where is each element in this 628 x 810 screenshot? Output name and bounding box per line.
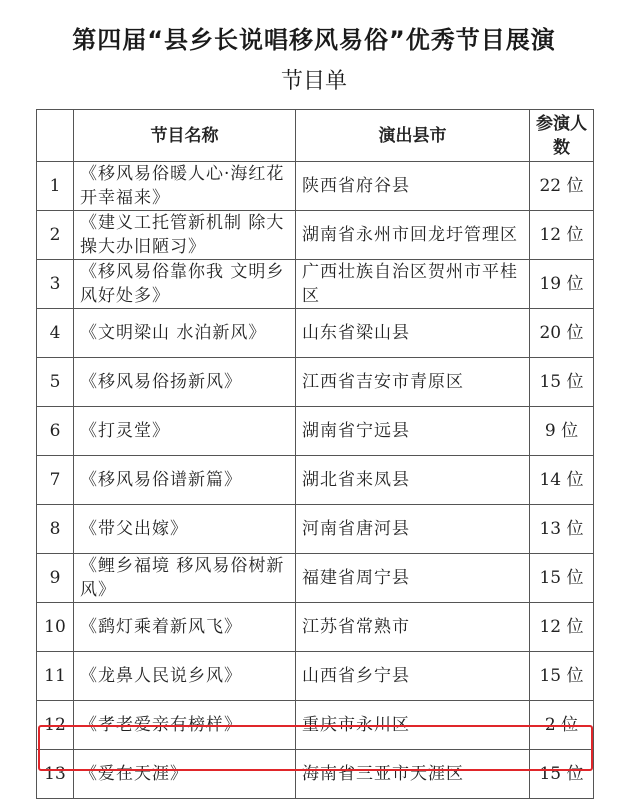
row-program-name: 《孝老爱亲有榜样》 [74, 701, 296, 750]
row-county: 湖南省宁远县 [296, 407, 530, 456]
row-participants: 15 位 [530, 358, 594, 407]
row-program-name: 《龙鼻人民说乡风》 [74, 652, 296, 701]
row-county: 广西壮族自治区贺州市平桂区 [296, 260, 530, 309]
row-number: 11 [37, 652, 74, 701]
row-county: 江西省吉安市青原区 [296, 358, 530, 407]
row-participants: 9 位 [530, 407, 594, 456]
row-number: 3 [37, 260, 74, 309]
row-number: 5 [37, 358, 74, 407]
page-subtitle: 节目单 [280, 69, 347, 94]
row-county: 山东省梁山县 [296, 309, 530, 358]
row-participants: 15 位 [530, 750, 594, 799]
row-number: 4 [37, 309, 74, 358]
table-row [37, 554, 594, 603]
table-header-row [37, 110, 594, 162]
table-row [37, 358, 594, 407]
row-program-name: 《带父出嫁》 [74, 505, 296, 554]
header-participants: 参演人数 [530, 110, 594, 162]
row-program-name: 《移风易俗暖人心·海红花开幸福来》 [74, 162, 296, 211]
table-row [37, 456, 594, 505]
row-participants: 12 位 [530, 603, 594, 652]
row-participants: 2 位 [530, 701, 594, 750]
table-row [37, 309, 594, 358]
row-participants: 12 位 [530, 211, 594, 260]
row-county: 福建省周宁县 [296, 554, 530, 603]
table-row [37, 603, 594, 652]
row-county: 河南省唐河县 [296, 505, 530, 554]
row-participants: 15 位 [530, 652, 594, 701]
row-number: 13 [37, 750, 74, 799]
row-number: 7 [37, 456, 74, 505]
row-county: 湖南省永州市回龙圩管理区 [296, 211, 530, 260]
row-number: 1 [37, 162, 74, 211]
table-row-highlighted [37, 750, 594, 799]
header-county: 演出县市 [296, 110, 530, 162]
program-table [36, 109, 594, 799]
row-number: 6 [37, 407, 74, 456]
row-number: 8 [37, 505, 74, 554]
row-program-name: 《移风易俗扬新风》 [74, 358, 296, 407]
row-number: 12 [37, 701, 74, 750]
row-program-name: 《鲤乡福境 移风易俗树新风》 [74, 554, 296, 603]
table-row [37, 652, 594, 701]
row-program-name: 《建义工托管新机制 除大操大办旧陋习》 [74, 211, 296, 260]
row-program-name: 《文明梁山 水泊新风》 [74, 309, 296, 358]
table-row [37, 701, 594, 750]
table-row [37, 260, 594, 309]
row-county: 海南省三亚市天涯区 [296, 750, 530, 799]
row-program-name: 《鹞灯乘着新风飞》 [74, 603, 296, 652]
row-program-name: 《打灵堂》 [74, 407, 296, 456]
row-county: 山西省乡宁县 [296, 652, 530, 701]
row-participants: 20 位 [530, 309, 594, 358]
row-county: 陕西省府谷县 [296, 162, 530, 211]
table-row [37, 407, 594, 456]
row-participants: 15 位 [530, 554, 594, 603]
row-number: 2 [37, 211, 74, 260]
row-county: 重庆市永川区 [296, 701, 530, 750]
row-program-name: 《爱在天涯》 [74, 750, 296, 799]
row-program-name: 《移风易俗靠你我 文明乡风好处多》 [74, 260, 296, 309]
page-title: 第四届“县乡长说唱移风易俗”优秀节目展演 [72, 26, 556, 54]
row-participants: 14 位 [530, 456, 594, 505]
row-number: 10 [37, 603, 74, 652]
table-row [37, 162, 594, 211]
row-county: 江苏省常熟市 [296, 603, 530, 652]
row-participants: 13 位 [530, 505, 594, 554]
row-program-name: 《移风易俗谱新篇》 [74, 456, 296, 505]
row-participants: 19 位 [530, 260, 594, 309]
row-number: 9 [37, 554, 74, 603]
table-row [37, 211, 594, 260]
header-program-name: 节目名称 [74, 110, 296, 162]
header-number [37, 110, 74, 162]
row-county: 湖北省来凤县 [296, 456, 530, 505]
table-row [37, 505, 594, 554]
row-participants: 22 位 [530, 162, 594, 211]
